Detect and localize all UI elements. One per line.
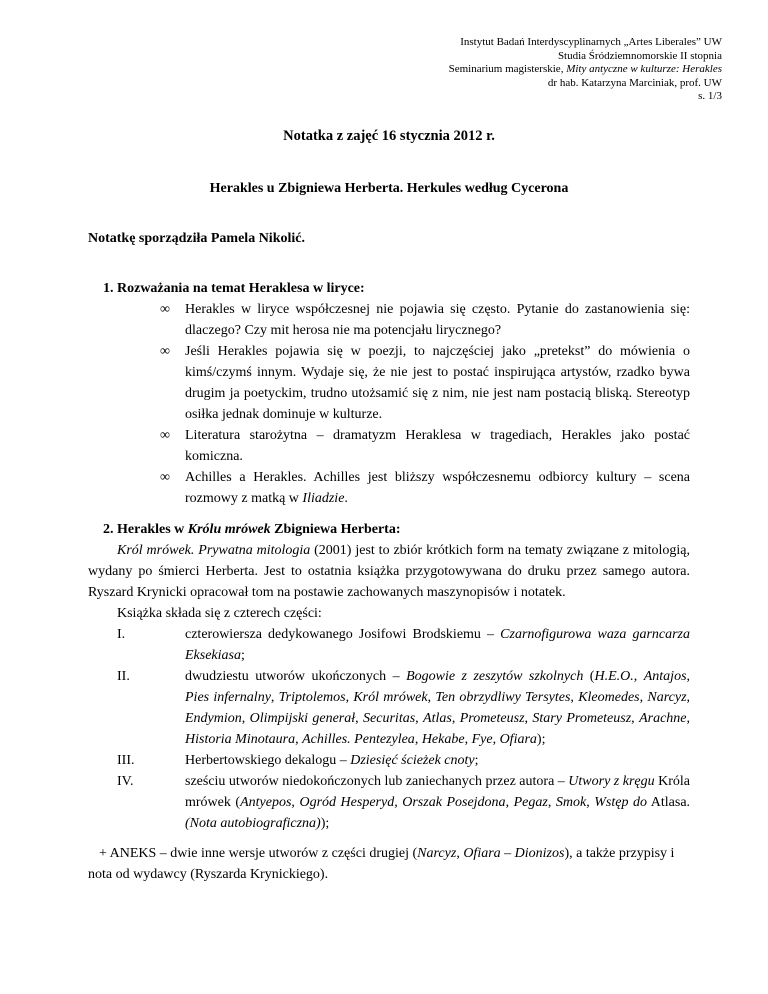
text-segment: ,	[524, 710, 533, 726]
text-segment: Kleomedes	[578, 689, 640, 705]
text-segment: (Nota autobiograficzna)	[185, 815, 321, 831]
text-segment: );	[320, 815, 330, 831]
text-segment: Seminarium magisterskie,	[448, 63, 567, 75]
infinity-bullet-icon: ∞	[160, 427, 170, 443]
text-segment: ,	[456, 845, 464, 861]
list-item-1-heading: Rozważania na temat Heraklesa w liryce:	[117, 280, 365, 296]
text-segment: Antyepos	[240, 794, 292, 810]
text-segment: ;	[474, 752, 479, 768]
text-segment: Studia Śródziemnomorskie II stopnia	[557, 49, 722, 62]
text-segment: sześciu utworów niedokończonych lub zaniechanych przez autora –	[185, 773, 569, 789]
roman-item-1	[88, 624, 690, 666]
roman-item-2	[88, 666, 690, 750]
text-segment: ,	[345, 689, 354, 705]
infinity-bullet-icon: ∞	[160, 301, 170, 317]
page-title: Notatka z zajęć 16 stycznia 2012 r.	[283, 127, 495, 144]
text-segment: Mity antyczne w kulturze: Herakles	[566, 63, 722, 75]
text-segment: .	[344, 490, 348, 506]
text-segment: s. 1/3	[698, 90, 722, 102]
text-segment: Instytut Badań Interdyscyplinarnych „Artes Liberales” UW	[460, 36, 722, 48]
roman-item-2-numeral: II.	[117, 668, 130, 684]
list-item-2-heading	[117, 522, 401, 537]
text-segment: Olimpijski generał	[249, 710, 356, 726]
text-segment: ,	[492, 731, 500, 747]
text-segment: Ten obrzydliwy Tersytes	[435, 689, 571, 705]
header-line-program	[0, 50, 722, 64]
text-segment: ,	[686, 668, 691, 684]
roman-item-1-numeral: I.	[117, 626, 126, 642]
infinity-bullet-icon: ∞	[160, 469, 170, 485]
bullet-item-1	[88, 299, 690, 341]
text-segment: + ANEKS – dwie inne wersje utworów z części drugiej (	[99, 845, 418, 861]
text-segment: ,	[415, 710, 424, 726]
text-segment: ,	[686, 710, 690, 726]
text-segment: Zbigniewa Herberta:	[270, 521, 401, 537]
text-segment: Narcyz	[417, 845, 457, 861]
text-segment: Króla mrówek (	[185, 773, 691, 810]
text-segment: Triptolemos	[278, 689, 346, 705]
roman-item-3-numeral: III.	[117, 752, 135, 768]
text-segment: (	[583, 668, 595, 684]
infinity-bullet-icon: ∞	[160, 343, 170, 359]
list-item-1-number: 1.	[103, 280, 114, 296]
text-segment: Stary Prometeusz	[532, 710, 632, 726]
bullet-item-3	[88, 425, 690, 467]
text-segment: ,	[451, 710, 460, 726]
text-segment: dwudziestu utworów ukończonych –	[185, 668, 407, 684]
roman-item-4-numeral: IV.	[117, 773, 134, 789]
text-segment: Herakles w liryce współczesnej nie pojawia się często. Pytanie do zastanowienia się: dlaczego? Czy mit herosa nie ma potencjału lirycznego?	[185, 301, 690, 338]
text-segment: Antajos	[643, 668, 687, 684]
text-segment: );	[536, 731, 546, 747]
text-segment: Ofiara	[499, 731, 537, 747]
text-segment: Bogowie z zeszytów szkolnych	[406, 668, 584, 684]
text-segment: ,	[355, 710, 364, 726]
text-segment: Hekabe	[421, 731, 465, 747]
roman-item-3	[88, 750, 690, 771]
bullet-item-2	[88, 341, 690, 425]
item-2-intro-paragraph	[88, 540, 690, 603]
text-segment: ,	[427, 689, 436, 705]
text-segment: ,	[241, 710, 250, 726]
text-segment: ,	[295, 731, 303, 747]
header-line-institution	[0, 36, 722, 50]
text-segment: Herakles w	[117, 521, 188, 537]
text-segment: Narcyz	[647, 689, 687, 705]
text-segment: ,	[270, 689, 279, 705]
text-segment: Literatura starożytna – dramatyzm Heraklesa w tragediach, Herakles jako postać komiczna.	[185, 427, 690, 464]
text-segment: Wstęp do	[594, 794, 647, 810]
text-segment: Achilles. Pentezylea	[302, 731, 415, 747]
text-segment: ,	[639, 689, 648, 705]
byline: Notatkę sporządziła Pamela Nikolić.	[88, 230, 305, 246]
text-segment: dr hab. Katarzyna Marciniak, prof. UW	[547, 76, 722, 89]
bullet-item-2-text	[185, 344, 690, 422]
text-segment: ,	[686, 689, 691, 705]
header-line-seminar	[0, 63, 722, 77]
text-segment: Fye	[471, 731, 493, 747]
text-segment: ,	[505, 794, 514, 810]
item-2-parts-label: Książka składa się z czterech części:	[117, 605, 322, 621]
text-segment: Królu mrówek	[187, 521, 271, 537]
bullet-item-1-text	[185, 302, 690, 338]
roman-item-3-text	[185, 753, 479, 768]
bullet-item-4-text	[185, 470, 690, 506]
text-segment: ,	[631, 710, 640, 726]
text-segment: Utwory z kręgu	[568, 773, 655, 789]
text-segment: Ogród Hesperyd	[299, 794, 395, 810]
text-segment: Securitas	[363, 710, 416, 726]
text-segment: Ofiara – Dionizos	[463, 845, 565, 861]
document-subtitle: Herakles u Zbigniewa Herberta. Herkules według Cycerona	[209, 180, 569, 196]
text-segment: Achilles a Herakles. Achilles jest bliższy współczesnemu odbiorcy kultury – scena rozmowy z matką w	[185, 469, 690, 506]
roman-item-1-text	[185, 627, 690, 663]
text-segment: Iliadzie	[302, 490, 345, 506]
header-line-professor	[0, 77, 722, 91]
text-segment: ,	[586, 794, 595, 810]
text-segment: Herbertowskiego dekalogu –	[185, 752, 351, 768]
list-item-2-number: 2.	[103, 521, 114, 537]
list-item-2	[88, 519, 690, 540]
text-segment: ,	[414, 731, 422, 747]
text-segment: ,	[547, 794, 556, 810]
document-header	[0, 0, 768, 104]
text-segment: czterowiersza dedykowanego Josifowi Brodskiemu –	[185, 626, 501, 642]
text-segment: ), a także przypisy i nota od wydawcy (Ryszarda Krynickiego).	[88, 845, 675, 882]
aneks-paragraph	[88, 843, 690, 885]
roman-item-4-text	[185, 774, 690, 831]
text-segment: Pies infernalny	[185, 689, 271, 705]
text-segment: ,	[394, 794, 403, 810]
text-segment: Król mrówek	[353, 689, 428, 705]
header-line-page-number	[0, 90, 722, 104]
text-segment: Prometeusz	[459, 710, 525, 726]
text-segment: Czarnofigurowa waza garncarza Eksekiasa	[185, 626, 691, 663]
document-body	[0, 126, 768, 885]
bullet-item-4	[88, 467, 690, 509]
text-segment: ,	[633, 668, 644, 684]
text-segment: Smok	[555, 794, 587, 810]
text-segment: Pegaz	[513, 794, 548, 810]
text-segment: Król mrówek. Prywatna mitologia	[117, 542, 311, 558]
text-segment: ;	[240, 647, 245, 663]
text-segment: Historia Minotaura	[185, 731, 296, 747]
text-segment: Atlas	[423, 710, 452, 726]
text-segment: Dziesięć ścieżek cnoty	[350, 752, 475, 768]
text-segment: ,	[464, 731, 472, 747]
text-segment: Jeśli Herakles pojawia się w poezji, to najczęściej jako „pretekst” do mówienia o kimś/czymś innym. Wydaje się, że nie jest to postać inspirująca artystów, rzadko bywa drugim ja poetyckim, trudno utożsamić się z nim, nie jest nam postacią bliską. Stereotyp osiłka jednak dominuje w kulturze.	[185, 343, 690, 422]
roman-item-2-text	[185, 669, 690, 747]
text-segment: H.E.O.	[594, 668, 634, 684]
text-segment: ,	[570, 689, 579, 705]
text-segment: ,	[291, 794, 300, 810]
text-segment: (2001) jest to zbiór krótkich form na tematy związane z mitologią, wydany po śmierci Herberta. Jest to ostatnia książka przygotowywana do druku przez samego autora. Ryszard Krynicki opracował tom na postawie zachowanych maszynopisów i notatek.	[88, 542, 690, 600]
roman-item-4	[88, 771, 690, 834]
text-segment: Endymion	[185, 710, 242, 726]
list-item-1	[88, 278, 690, 299]
text-segment: Orszak Posejdona	[402, 794, 506, 810]
text-segment: Arachne	[639, 710, 687, 726]
text-segment: Atlasa.	[647, 794, 691, 810]
bullet-item-3-text	[185, 428, 690, 464]
